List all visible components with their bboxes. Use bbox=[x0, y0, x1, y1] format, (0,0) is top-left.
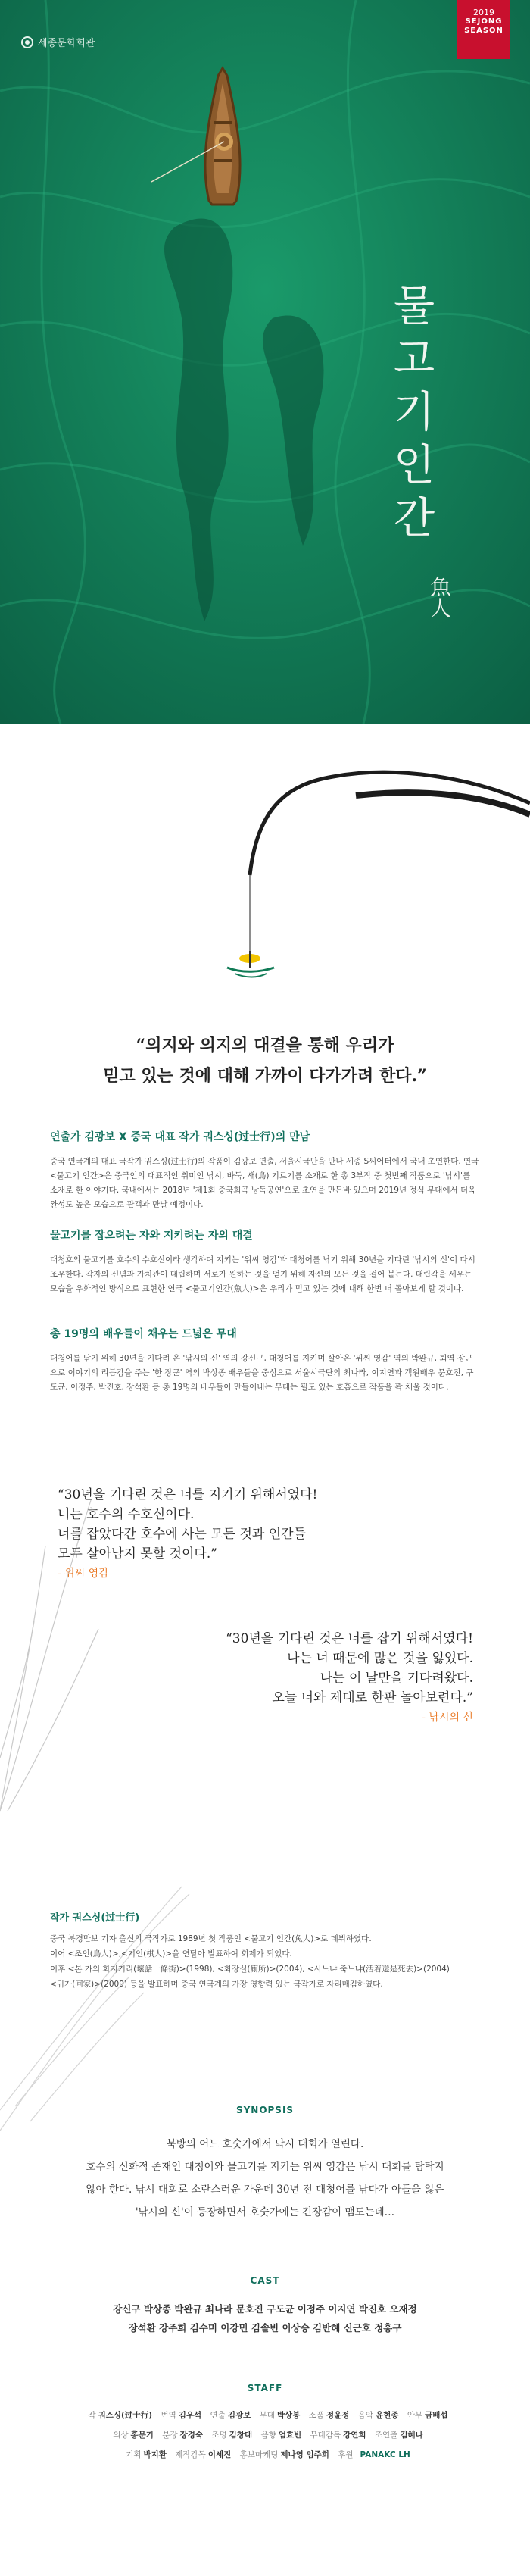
staff-role: 제작감독 bbox=[175, 2450, 206, 2459]
quote-wi-elder bbox=[58, 1485, 376, 1583]
staff-name: 김혜나 bbox=[400, 2431, 423, 2440]
staff-role: 조명 bbox=[211, 2431, 227, 2440]
main-quote-line: 믿고 있는 것에 대해 가까이 다가가려 한다.” bbox=[103, 1066, 427, 1086]
cast-line: 강신구 박상종 박완규 최나라 문호진 구도균 이정주 이지연 박진호 오재정 bbox=[113, 2303, 417, 2315]
title-char: 인 bbox=[393, 441, 435, 490]
section-body: 중국 연극계의 대표 극작가 궈스싱(过士行)의 작품이 김광보 연출, 서울시극단을 만나 세종 S씨어터에서 국내 초연한다. 연극 <물고기 인간>은 중국인의 대표적인 취미인 낚시, 바둑, 새(鳥) 기르기를 소재로 한 총 3부작 중 첫번째 작품으로 '낚시'를 소재로 한 이야기다. 국내에서는 2018년 '제1회 중국희곡 낭독공연'으로 초연을 만든바 있으며 2019년 정식 무대에서 더욱 완성도 높은 모습으로 관객과 만날 예정이다. bbox=[50, 1157, 479, 1209]
bio-line: 중국 북경만보 기자 출신의 극작가로 1989년 첫 작품인 <물고기 인간(魚人)>로 데뷔하였다. bbox=[50, 1934, 372, 1943]
staff-name: 김창태 bbox=[229, 2431, 253, 2440]
title-char: 간 bbox=[393, 494, 435, 543]
synopsis-body bbox=[68, 2133, 462, 2224]
quote-line: “30년을 기다린 것은 너를 지키기 위해서였다! bbox=[58, 1487, 318, 1502]
badge-line1: SEJONG bbox=[465, 17, 503, 26]
badge-year: 2019 bbox=[473, 8, 494, 17]
cast-line: 장석환 강주희 김수미 이강민 김솔빈 이상승 김반혜 신근호 정홍구 bbox=[128, 2322, 402, 2334]
section-heading: 연출가 김광보 X 중국 대표 작가 궈스싱(过士行)의 만남 bbox=[50, 1131, 310, 1143]
title-char: 기 bbox=[393, 388, 435, 437]
logo[interactable] bbox=[21, 35, 95, 49]
logo-icon bbox=[21, 36, 33, 48]
section-body: 대청어를 낚기 위해 30년을 기다려 온 '낚시의 신' 역의 강신구, 대청어를 지키며 살아온 '위씨 영감' 역의 박완규, 퇴역 장군으로 이야기의 리듬감을 주는 '한 장군' 역의 박상종 배우들을 중심으로 서울시극단의 최나라, 이지연과 객원배우 문호진, 구도균, 이정주, 박진호, 장석환 등 총 19명의 배우들이 만들어내는 무대는 필도 있는 호흡으로 작품을 꽉 채울 것이다. bbox=[50, 1354, 474, 1392]
staff-role: 소품 bbox=[308, 2411, 324, 2420]
sponsor-logos: PANAKC LH bbox=[360, 2450, 410, 2459]
staff-name: 엄효빈 bbox=[278, 2431, 302, 2440]
staff-name: 이세진 bbox=[207, 2450, 232, 2459]
staff-heading: STAFF bbox=[247, 2383, 283, 2393]
quote-line: 나는 이 날만을 기다려왔다. bbox=[320, 1671, 473, 1686]
hero-poster bbox=[0, 0, 530, 724]
staff-role: 무대 bbox=[259, 2411, 275, 2420]
section-heading: 물고기를 잡으려는 자와 지키려는 자의 대결 bbox=[50, 1230, 253, 1242]
staff-row bbox=[30, 2425, 500, 2445]
staff-role: 음악 bbox=[357, 2411, 374, 2420]
staff-role: 안무 bbox=[407, 2411, 423, 2420]
bio-line: 이어 <조인(鳥人)>,<기인(棋人)>을 연달아 발표하여 회제가 되었다. bbox=[50, 1949, 292, 1959]
staff-role: 홍보마케팅 bbox=[239, 2450, 279, 2459]
staff-name: 홍문기 bbox=[130, 2431, 154, 2440]
hero-title bbox=[388, 280, 441, 546]
logo-text: 세종문화회관 bbox=[38, 38, 95, 49]
synopsis-line: 않아 한다. 낚시 대회로 소란스러운 가운데 30년 전 대청어를 낚다가 아들을 잃은 bbox=[86, 2184, 444, 2196]
bio-line: <귀가(回家)>(2009) 등을 발표하며 중국 연극계의 가장 영향력 있는 극작가로 자리매김하였다. bbox=[50, 1980, 383, 1989]
staff-role: 번역 bbox=[161, 2411, 176, 2420]
staff-role: 작 bbox=[88, 2411, 96, 2420]
staff-role: 후원 bbox=[338, 2450, 354, 2459]
staff-name: 금배섭 bbox=[425, 2411, 448, 2420]
section-heading: 총 19명의 배우들이 채우는 드넓은 무대 bbox=[50, 1328, 237, 1340]
staff-name: 윤현종 bbox=[376, 2411, 399, 2420]
cast-list bbox=[45, 2299, 485, 2337]
section-actors bbox=[50, 1326, 480, 1395]
fishing-float bbox=[239, 951, 260, 968]
quote-source: - 위씨 영감 bbox=[58, 1568, 109, 1580]
bio-heading: 작가 궈스싱(过士行) bbox=[50, 1912, 140, 1924]
staff-row bbox=[30, 2445, 500, 2465]
main-quote bbox=[61, 1030, 469, 1091]
staff-list bbox=[30, 2406, 500, 2465]
title-char: 고 bbox=[393, 335, 435, 384]
cast-heading: CAST bbox=[250, 2275, 280, 2286]
quote-line: 나는 너 때문에 많은 것을 잃었다. bbox=[287, 1651, 473, 1666]
title-char: 물 bbox=[393, 282, 435, 331]
quote-line: 오늘 너와 제대로 한판 놀아보련다.” bbox=[272, 1690, 473, 1705]
staff-role: 연출 bbox=[210, 2411, 226, 2420]
staff-name: 궈스싱(过士行) bbox=[98, 2411, 153, 2420]
staff-role: 기획 bbox=[126, 2450, 142, 2459]
staff-name: 정윤정 bbox=[326, 2411, 350, 2420]
staff-name: 장경숙 bbox=[179, 2431, 204, 2440]
quote-line: 모두 살아남지 못할 것이다.” bbox=[58, 1546, 217, 1562]
badge-line2: SEASON bbox=[464, 27, 504, 35]
staff-role: 의상 bbox=[113, 2431, 129, 2440]
season-badge bbox=[457, 0, 510, 59]
synopsis-line: '낚시의 신'이 등장하면서 호숫가에는 긴장감이 맴도는데… bbox=[135, 2206, 395, 2218]
synopsis-heading: SYNOPSIS bbox=[235, 2105, 295, 2115]
section-confrontation bbox=[50, 1227, 480, 1296]
staff-name: 제나영 임주희 bbox=[280, 2450, 329, 2459]
staff-role: 분장 bbox=[162, 2431, 178, 2440]
quote-line: “30년을 기다린 것은 너를 잡기 위해서였다! bbox=[226, 1631, 473, 1646]
quote-source: - 낚시의 신 bbox=[422, 1712, 473, 1724]
synopsis-line: 호수의 신화적 존재인 대청어와 물고기를 지키는 위씨 영감은 낚시 대회를 탐탁지 bbox=[86, 2161, 444, 2173]
bio-line: 이후 <본 가의 화지거리(壞話一條街)>(1998), <화장실(廁所)>(2004), <사느냐 죽느냐(活着還是死去)>(2004) bbox=[50, 1965, 450, 1974]
author-bio bbox=[50, 1909, 480, 1992]
quote-line: 너를 잡았다간 호수에 사는 모든 것과 인간들 bbox=[58, 1527, 307, 1542]
staff-role: 조연출 bbox=[374, 2431, 398, 2440]
staff-row bbox=[30, 2406, 500, 2425]
main-quote-line: “의지와 의지의 대결을 통해 우리가 bbox=[136, 1036, 394, 1055]
staff-name: 김우석 bbox=[178, 2411, 202, 2420]
staff-name: 김광보 bbox=[227, 2411, 251, 2420]
fishing-rod-illustration bbox=[0, 724, 530, 1042]
quote-line: 너는 호수의 수호신이다. bbox=[58, 1507, 195, 1522]
quote-fishing-god bbox=[174, 1629, 473, 1727]
hero-title-hanja: 魚人 bbox=[427, 576, 452, 618]
staff-name: 강연희 bbox=[343, 2431, 366, 2440]
section-body: 대청호의 물고기를 호수의 수호신이라 생각하며 지키는 '위씨 영감'과 대청어를 낚기 위해 30년을 기다린 '낚시의 신'이 다시 조우한다. 각자의 신념과 가치관이 대립하며 서로가 원하는 것을 얻기 위해 자신의 모든 것을 걸어 붙는다. 대립각을 세우는 모습을 우화적인 방식으로 표현한 연극 <물고기인간(魚人)>은 우리가 믿고 있는 것에 대해 한번 더 돌아보게 할 것이다. bbox=[50, 1255, 475, 1293]
staff-role: 음향 bbox=[260, 2431, 276, 2440]
staff-name: 박상봉 bbox=[276, 2411, 301, 2420]
staff-name: 박지환 bbox=[143, 2450, 167, 2459]
section-director bbox=[50, 1129, 480, 1212]
staff-role: 무대감독 bbox=[310, 2431, 341, 2440]
synopsis-line: 북방의 어느 호숫가에서 낚시 대회가 열린다. bbox=[166, 2138, 364, 2150]
